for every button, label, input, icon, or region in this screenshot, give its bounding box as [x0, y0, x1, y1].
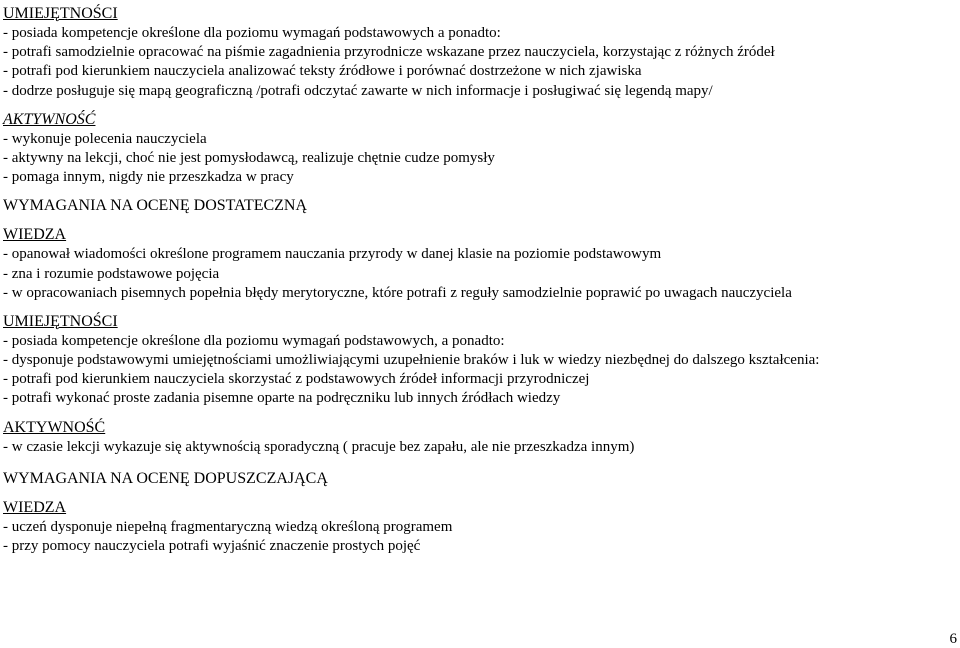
list-item: - wykonuje polecenia nauczyciela	[3, 130, 207, 147]
list-item: - w czasie lekcji wykazuje się aktywnością sporadyczną ( pracuje bez zapału, ale nie przeszkadza innym)	[3, 438, 635, 455]
list-item: - zna i rozumie podstawowe pojęcia	[3, 265, 220, 282]
list-item: - przy pomocy nauczyciela potrafi wyjaśnić znaczenie prostych pojęć	[3, 538, 421, 554]
list-item: - uczeń dysponuje niepełną fragmentaryczną wiedzą określoną programem	[3, 518, 453, 535]
document-page	[3, 3, 953, 556]
list-item: - potrafi pod kierunkiem nauczyciela skorzystać z podstawowych źródeł informacji przyrodniczej	[3, 371, 590, 388]
list-item: - potrafi wykonać proste zadania pisemne oparte na podręczniku lub innych źródłach wiedzy	[3, 390, 561, 407]
list-item: - posiada kompetencje określone dla poziomu wymagań podstawowych, a ponadto:	[3, 332, 505, 349]
page-number: 6	[949, 631, 957, 647]
list-item: - potrafi pod kierunkiem nauczyciela analizować teksty źródłowe i porównać dostrzeżone w nich zjawiska	[3, 63, 642, 80]
list-item: - dodrze posługuje się mapą geograficzną /potrafi odczytać zawarte w nich informacje i posługiwać się legendą mapy/	[3, 82, 713, 99]
list-item: - pomaga innym, nigdy nie przeszkadza w pracy	[3, 169, 294, 186]
list-item: - dysponuje podstawowymi umiejętnościami umożliwiającymi uzupełnienie braków i luk w wiedzy niezbędnej do dalszego kształcenia:	[3, 352, 820, 369]
aktywnosc-heading: AKTYWNOŚĆ	[3, 418, 106, 436]
list-item: - w opracowaniach pisemnych popełnia błędy merytoryczne, które potrafi z reguły samodzielnie poprawić po uwagach nauczyciela	[3, 284, 792, 301]
wiedza-heading: WIEDZA	[3, 498, 67, 516]
section-title: WYMAGANIA NA OCENĘ DOPUSZCZAJĄCĄ	[3, 469, 328, 487]
section-title: WYMAGANIA NA OCENĘ DOSTATECZNĄ	[3, 197, 308, 215]
aktywnosc-heading: AKTYWNOŚĆ	[3, 110, 96, 128]
list-item: - posiada kompetencje określone dla poziomu wymagań podstawowych a ponadto:	[3, 25, 501, 41]
list-item: - opanował wiadomości określone programem nauczania przyrody w danej klasie na poziomie podstawowym	[3, 246, 662, 263]
wiedza-heading: WIEDZA	[3, 226, 67, 244]
umiejetnosci-heading: UMIEJĘTNOŚCI	[3, 5, 118, 22]
list-item: - potrafi samodzielnie opracować na piśmie zagadnienia przyrodnicze wskazane przez nauczyciela, korzystając z różnych źródeł	[3, 44, 775, 61]
umiejetnosci-heading: UMIEJĘTNOŚCI	[3, 312, 118, 330]
list-item: - aktywny na lekcji, choć nie jest pomysłodawcą, realizuje chętnie cudze pomysły	[3, 149, 495, 166]
